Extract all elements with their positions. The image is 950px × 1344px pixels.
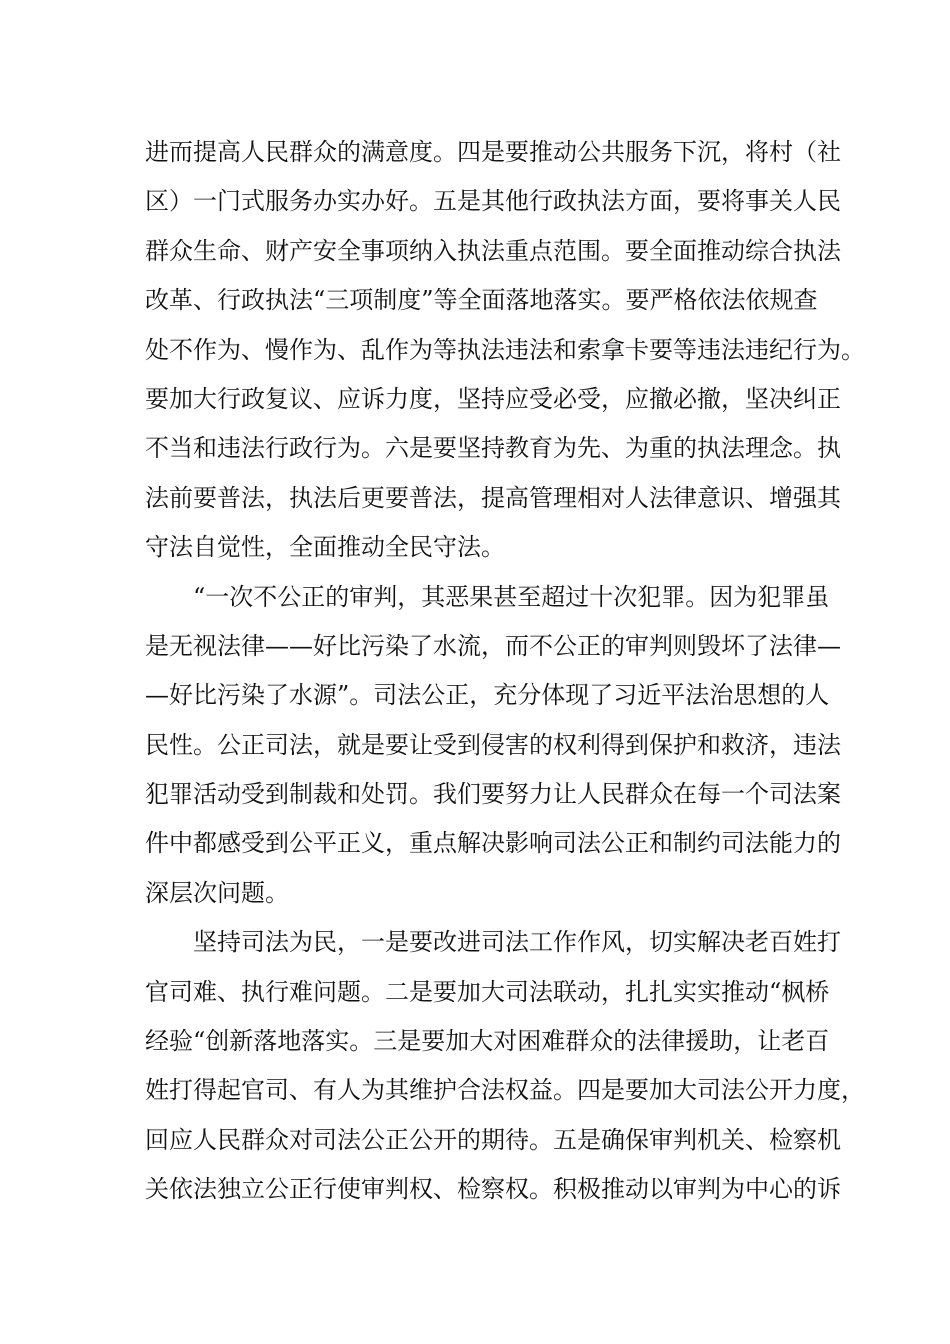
text-line: 区）一门式服务办实办好。五是其他行政执法方面，要将事关人民 [145,187,841,216]
text-line: 是无视法律——好比污染了水流，而不公正的审判则毁坏了法律— [145,631,841,660]
text-line: 坚持司法为民，一是要改进司法工作作风，切实解决老百姓打 [193,928,841,957]
text-line: 关依法独立公正行使审判权、检察权。积极推动以审判为中心的诉 [145,1175,841,1204]
text-line: 回应人民群众对司法公正公开的期待。五是确保审判机关、检察机 [145,1125,841,1154]
text-line: 进而提高人民群众的满意度。四是要推动公共服务下沉，将村（社 [145,138,841,166]
text-line: 群众生命、财产安全事项纳入执法重点范围。要全面推动综合执法 [145,236,841,265]
text-line: 民性。公正司法，就是要让受到侵害的权利得到保护和救济，违法 [145,730,841,759]
text-line: —好比污染了水源”。司法公正，充分体现了习近平法治思想的人 [145,681,830,710]
text-line: 守法自觉性，全面推动全民守法。 [145,533,505,562]
text-line: 官司难、执行难问题。二是要加大司法联动，扎扎实实推动“枫桥 [145,977,830,1006]
text-line: 不当和违法行政行为。六是要坚持教育为先、为重的执法理念。执 [145,434,841,463]
body-text [145,128,865,1215]
text-line: 改革、行政执法“三项制度”等全面落地落实。要严格依法依规查 [145,286,818,315]
text-line: 姓打得起官司、有人为其维护合法权益。四是要加大司法公开力度， [145,1076,865,1105]
text-line: 犯罪活动受到制裁和处罚。我们要努力让人民群众在每一个司法案 [145,780,841,809]
text-line: 要加大行政复议、应诉力度，坚持应受必受，应撤必撤，坚决纠正 [145,384,841,413]
text-line: 件中都感受到公平正义，重点解决影响司法公正和制约司法能力的 [145,829,841,858]
text-line: 处不作为、慢作为、乱作为等执法违法和索拿卡要等违法违纪行为。 [145,335,865,364]
text-line: “一次不公正的审判，其恶果甚至超过十次犯罪。因为犯罪虽 [193,582,830,611]
text-line: 深层次问题。 [145,878,289,907]
text-line: 经验“创新落地落实。三是要加大对困难群众的法律援助，让老百 [145,1027,830,1056]
text-line: 法前要普法，执法后更要普法，提高管理相对人法律意识、增强其 [145,483,841,512]
